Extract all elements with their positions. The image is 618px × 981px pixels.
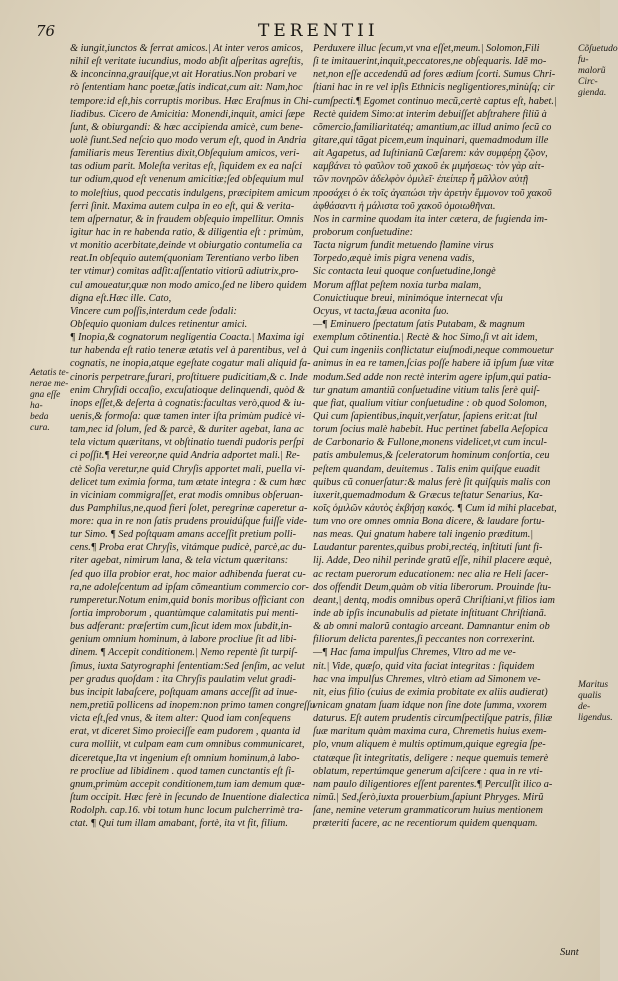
text-line: Laudantur parentes,quibus probi,rectéq, inſtituti ſunt fi- xyxy=(313,542,543,554)
text-line: præteriti facere, ac ne recentiorum quidem quenquam. xyxy=(313,818,538,830)
text-line: inops eſſet,& deſerta à cognatis:facultas verò,quod & iu- xyxy=(70,397,305,409)
text-line: tum vno ore omnes omnia Bona dicere, & laudare fortu- xyxy=(313,516,545,528)
text-line: Rectè quidem Simo:at interim debuiſſet abſtrahere filiũ à xyxy=(313,108,547,120)
text-line: uenis,& formoſa: quæ tamen inter iſta primùm pudicè vi- xyxy=(70,410,305,422)
text-line: cul amoueatur,quæ non modo amico,ſed ne libero quidem xyxy=(70,279,307,291)
text-line: cognatis, ne inopia,atque egeſtate cogatur mali aliquid fa- xyxy=(70,358,311,370)
text-line: ctatæque ſit integritatis, deligere : neque quemuis temerè xyxy=(313,752,549,764)
text-line: ferri ſinit. Maxima autem culpa in eo eſt, qui & verita- xyxy=(70,200,295,212)
text-line: filiorum delicta parentes,ſi peccantes non correxerint. xyxy=(313,634,536,646)
text-line: tempore:id eſt,his corruptis moribus. Hæc Eraſmus in Chi- xyxy=(70,95,312,107)
text-line: nimũ.| Sed,ſerò,iuxta prouerbium,ſapiunt Phryges. Mirũ xyxy=(313,792,544,804)
text-line: lij. Adde, Deo nihil perinde gratũ eſſe, nihil placere æquè, xyxy=(313,555,552,567)
text-line: liadibus. Cicero de Amicitia: Monendi,inquit, amici ſæpe xyxy=(70,108,305,120)
text-line: tur odium,quod eſt venenum amicitiæ;ſed obſequium mul xyxy=(70,174,304,186)
text-line: de Carbonario & Fullone,monens videlicet,vt cum incul- xyxy=(313,437,547,449)
text-line: Conuictiuque breui, minimóque internecat vſu xyxy=(313,292,503,304)
text-line: gitare,qui tãgat picem,eum inquinari, quemadmodum ille xyxy=(313,134,549,146)
margin-note-right-2: Maritus qualis de- ligendus. xyxy=(578,680,613,723)
text-line: κοῖς ὁμιλῶν κἀυτὸς ἐκβήσῃ κακός. ¶ Cum id mihi placebat, xyxy=(313,502,557,514)
text-line: & iungit,iunctos & ferrat amicos.| At inter veros amicos, xyxy=(70,43,304,54)
text-line: ſi te imitauerint,inquit,peccatores,ne obſequaris. Idẽ mo- xyxy=(313,56,547,68)
text-line: proborum conſuetudine: xyxy=(313,226,413,238)
text-line: Sic contacta leui quoque conſuetudine,longè xyxy=(313,266,496,278)
text-line: tem aſpernatur, & in fraudem obſequio impellitur. Omnis xyxy=(70,213,304,225)
text-line: cinoris perpetrare,furari, proſtituere pudicitiam,& c. Inde xyxy=(70,371,308,383)
text-line: Torpedo,æquè imis pigra venena vadis, xyxy=(313,253,475,265)
text-line: oblatum, repertúmque generum aſciſcere : qua in re vti- xyxy=(313,765,543,777)
margin-note-left: Aetatis te- nerae me- gna eſſe ha- beda cura. xyxy=(30,368,69,433)
text-line: & ab omni malorũ contagio arceant. Damnantur enim ob xyxy=(313,621,550,633)
text-line: —¶ Eminuero ſpectatum ſatis Putabam, & magnum xyxy=(313,318,525,330)
text-line: plo, vnum aliquem è multis optimum,quique egregia ſpe- xyxy=(313,739,546,751)
text-line: rò ſententiam hanc poetæ,ſatis indicat,cum ait: Nam,hoc xyxy=(70,82,303,94)
text-line: ter vtimur) comitas adſit:aſſentatio vitiorũ adiutrix,pro- xyxy=(70,266,299,278)
text-line: ſuæ maritum quàm maxima cura, Chremetis huius exem- xyxy=(313,726,547,738)
text-line: gnum,primùm accepit conditionem,tum iam demum quæ- xyxy=(70,778,305,790)
text-line: cumſpecti.¶ Egomet continuo mecũ,certè captus eſt, habet.| xyxy=(313,95,557,107)
text-line: nit, eius filio (cuius de eximia probitate ex aliis audierat) xyxy=(313,686,548,698)
text-line: Ocyus, vt tacta,ſæua aconita ſuo. xyxy=(313,305,449,317)
text-line: τῶν πονηρῶν ἀδελφὸν ὁμιλεῖ· ἐπείπερ ἦ μᾶλλον αὐτῇ xyxy=(313,174,529,186)
running-head: TERENTII xyxy=(258,21,379,41)
text-line: exemplum cõtinentia.| Rectè & hoc Simo,ſi vt ait idem, xyxy=(313,332,538,344)
text-line: Morum afflat peſtem noxia turba malam, xyxy=(313,279,482,291)
text-line: ctè Soſia veretur,ne quid Chryſis apportet mali, puella vi- xyxy=(70,463,306,475)
text-column-left xyxy=(70,42,315,830)
text-line: hac vna impulſus Chremes, vltrò etiam ad Simonem ve- xyxy=(313,673,541,685)
text-line: in viciniam commigraſſet, erat modis omnibus obſeruan- xyxy=(70,489,304,501)
text-line: victa eſt,ſed vnus, & item alter: Quod iam conſequens xyxy=(70,713,291,725)
text-line: ¶ Inopia,& cognatorum negligentia Coacta.| Maxima igi xyxy=(70,332,305,344)
text-line: ſortia improborum , quantùmque calamitatis pui menti- xyxy=(70,608,299,620)
text-line: ſimus, iuxta Satyrographi ſententiam:Sed ſenſim, ac velut xyxy=(70,660,305,672)
text-line: tas odium parit. Moleſta veritas eſt, ſiquidem ex ea naſci xyxy=(70,161,302,173)
text-line: diceretque,Ita vt ingenium eſt omnium hominum,à labo- xyxy=(70,752,300,764)
text-line: —¶ Hac fama impulſus Chremes, Vltro ad me ve- xyxy=(313,647,516,659)
text-line: net,non eſſe accedendũ ad fores ædium ſcorti. Sumus Chri- xyxy=(313,69,556,81)
page-number: 76 xyxy=(36,22,56,40)
text-line: dos offendit Deum,quàm ob vitia liberorum. Prouinde ſtu- xyxy=(313,581,552,593)
text-line: vnicam gnatam ſuam idque non ſine dote ſumma, vxorem xyxy=(313,700,547,712)
text-line: animus in ea re tamen,ſcias poſſe habere iã ipſum ſuæ vitæ xyxy=(313,358,554,370)
text-line: ſtiani hac in re vel ipſis Ethnicis negligentiores,minùſq; cir xyxy=(313,82,555,94)
text-line: erat, vt diceret Simo proieciſſe eam pudorem , quanta id xyxy=(70,726,301,738)
margin-note-right-1: Cõſuetudo fu- malorũ Circ- gienda. xyxy=(578,44,618,98)
text-line: peſtem quandam, deuitemus . Talis enim quiſque euadit xyxy=(313,463,540,475)
text-line: ſunt, & obiurgandi: & hæc accipienda amicè, cum bene- xyxy=(70,121,303,133)
text-line: iuxerit,quemadmodum & Græcus teſtatur Senarius, Κα- xyxy=(313,489,543,501)
catchword: Sunt xyxy=(560,947,579,958)
text-line: καμβάνει τὸ φαῦλον τοῦ χακοῦ ἐκ μιμήσεως· τὸν γὰρ αἰτ- xyxy=(313,161,545,173)
text-line: patis ambulemus,& ſceleratorum hominum conſortia, ceu xyxy=(313,450,550,462)
text-line: tur habenda eſt ratio teneræ ætatis vel à parentibus, vel à xyxy=(70,345,307,357)
text-line: Qui cum ſapientibus,inquit,verſatur, ſapiens erit:at ſtul xyxy=(313,410,538,422)
text-line: ſtum occipit. Hæc ferè in ſecundo de Inuentione dialectica xyxy=(70,792,310,804)
text-line: igitur hac in re habenda ratio, & diligentia eſt : primùm, xyxy=(70,226,304,238)
text-line: προσάχει ὁ ἐκ τοῖς ἀγαπώσι τὴν ἀρετὴν ἔμμονον τοῦ χακοῦ xyxy=(313,187,552,199)
text-line: Rodolph. cap.16. vbi totum hunc locum pulcherrimè tra- xyxy=(70,805,303,817)
text-line: enim Chryſidi occaſio, excuſatioque delinquendi, quòd & xyxy=(70,384,306,396)
text-line: ait Agapetus, ad Iuſtinianũ Cæſarem: κἀν συμφέρῃ ζῷον, xyxy=(313,148,548,160)
text-line: rumperetur.Notum enim,quid bonis moribus officiant con xyxy=(70,594,305,606)
text-line: & inconcinna,grauiſque,vt ait Horatius.Non probari ve xyxy=(70,69,297,81)
text-line: ac rectam puerorum educationem: nec alia re Heli ſacer- xyxy=(313,568,549,580)
text-line: tam,nec id ſolum, ſed & parcè, & duriter agebat, lana ac xyxy=(70,424,304,436)
text-line: vt monitio acerbitate,deinde vt obiurgatio contumelia ca xyxy=(70,240,303,252)
text-line: modum.Sed adde non rectè interim agere ipſum,qui patia- xyxy=(313,371,552,383)
text-line: Qui cum ingeniis conflictatur eiuſmodi,neque commouetur xyxy=(313,345,554,357)
text-line: bus incipit labaſcere, poſtquam amans acceſſit ad inue- xyxy=(70,686,298,698)
text-line: Tacta nigrum fundit metuendo flamine virus xyxy=(313,240,494,252)
text-line: genium omnium hominum, à labore procliue ſit ad libi- xyxy=(70,634,297,646)
text-line: to moleſtius, quod peccatis indulgens, præcipitem amicum xyxy=(70,187,310,199)
text-line: dinem. ¶ Accepit conditionem.| Nemo repentè ſit turpiſ- xyxy=(70,647,298,659)
text-line: familiaris meus Terentius dixit,Obſequium amicos, veri- xyxy=(70,148,300,160)
text-line: nihil eſt veritate iucundius, modo abſit aſperitas agreſtis, xyxy=(70,56,304,68)
text-line: cura molliit, vt culpam eam cum omnibus communicaret, xyxy=(70,739,305,751)
text-line: dus Pamphilus,ne,quod fieri ſolet, peregrinæ caperetur a- xyxy=(70,502,308,514)
text-line: digna eſt.Hæc ille. Cato, xyxy=(70,292,172,304)
text-line: per gradus quoſdam : ita Chryſis paulatim velut gradi- xyxy=(70,673,296,685)
text-line: ra,ne adoleſcentum ad ipſam cõmeantium commercio cor- xyxy=(70,581,309,593)
text-line: cõmercio,familiaritatéq; amantium,ac illud animo ſecũ co xyxy=(313,121,552,133)
text-line: cens.¶ Proba erat Chryſis, vitámque pudicè, parcè,ac du- xyxy=(70,542,306,554)
text-line: que fiat, qualium vitiur conſuetudine : ob quod Solomon, xyxy=(313,397,547,409)
text-line: uolè ſiunt.Sed neſcio quo modo verum eſt, quod in Andria xyxy=(70,134,307,146)
text-line: nem,pretiũ pollicens ad inopem:non primo tamen congreſſu xyxy=(70,700,315,712)
text-line: ſed quo illa probior erat, hoc maior adhibenda fuerat cu- xyxy=(70,568,306,580)
text-line: bus adferant: præſertim cum,ſicut idem mox ſubdit,in- xyxy=(70,621,292,633)
text-column-right xyxy=(313,42,575,830)
text-line: riter agebat, nimirum lana, & tela victum quæritans: xyxy=(70,555,289,567)
text-line: ctat. ¶ Qui tum illam amabant, fortè, ita vt fit, filium. xyxy=(70,818,288,830)
text-line: daturus. Eſt autem prudentis circumſpectiſque patris, filiæ xyxy=(313,713,553,725)
text-line: Obſequio quoniam dulces retinentur amici. xyxy=(70,318,248,330)
text-line: tur gnatum amantiũ conſuetudine vitium talis ſerè quiſ- xyxy=(313,384,540,396)
text-line: inde ab ipſis incunabulis ad pietate inſtituant Chriſtianã. xyxy=(313,608,547,620)
text-line: delicet tum eximia forma, tum ætate integra : & cum hæc xyxy=(70,476,306,488)
text-line: Nos in carmine quodam ita inter cætera, de fugienda im- xyxy=(313,213,548,225)
text-line: nam paulo diligentiores eſſent parentes.¶ Perculſit ilico a- xyxy=(313,778,553,790)
text-line: tela victum quæritans, vt obſtinatio tuendi pudoris perſpi xyxy=(70,437,304,449)
text-line: more: qua in re non ſatis prudens prouidúſque fuiſſe vide- xyxy=(70,516,308,528)
text-line: Vincere cum poſſis,interdum cede ſodali: xyxy=(70,305,237,317)
text-line: torum ſocius malè habebit. Huc pertinet fabella Aeſopica xyxy=(313,424,548,436)
text-line: nas meas. Qui gnatum habere tali ingenio præditum.| xyxy=(313,529,534,541)
text-line: deant,| dentq, modis omnibus operã Chriſtiani,vt filios iam xyxy=(313,594,555,606)
text-line: reat.In obſequio autem(quoniam Terentiano verbo liben xyxy=(70,253,299,265)
text-line: ci poſſit.¶ Hei vereor,ne quid Andria adportet mali.| Re- xyxy=(70,450,300,462)
text-line: re procliue ad libidinem . quod tamen cunctantis eſt ſi- xyxy=(70,765,295,777)
text-line: nit.| Vide, quæſo, quid vita faciat integritas : ſiquidem xyxy=(313,660,535,672)
text-line: tur Simo. ¶ Sed poſtquam amans acceſſit pretium polli- xyxy=(70,529,297,541)
text-line: quibus cũ conuerſatur:& malus ferè ſit quiſquis malis con xyxy=(313,476,551,488)
text-line: ἀφθάσαντι ἡ μάλιστα τοῦ χακοῦ ὁμοιωθῆναι. xyxy=(313,200,496,212)
text-line: ſane, nemine veterum grammaticorum huius mentionem xyxy=(313,805,543,817)
text-line: Perduxere illuc ſecum,vt vna eſſet,meum.| Solomon,Fili xyxy=(313,43,540,54)
